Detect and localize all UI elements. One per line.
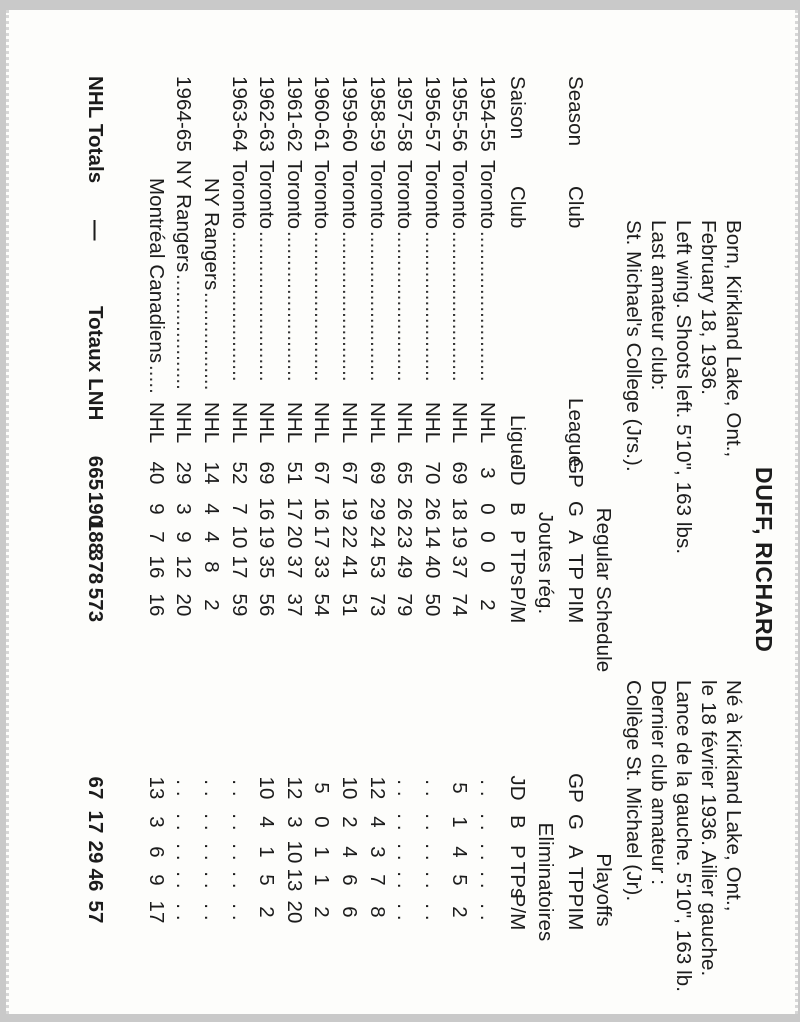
total-po-value: 29 — [84, 840, 107, 864]
dot-leader: .................... — [172, 274, 196, 390]
row-po-value: 2 — [338, 816, 361, 828]
row-rs-value: 12 — [172, 555, 196, 579]
totals-label: NHL Totals — [84, 76, 107, 184]
row-po-value: . . — [227, 779, 251, 797]
total-po-value: 46 — [84, 868, 107, 892]
row-po-value: 5 — [255, 874, 279, 886]
bio-fr-line-3: Lance de la gauche. 5'10", 163 lb. — [672, 680, 695, 993]
dot-leader: ................. — [200, 292, 223, 391]
row-rs-value: 0 — [476, 561, 499, 573]
row-season: 1958-59 — [365, 76, 389, 152]
total-po-value: 17 — [84, 810, 107, 834]
row-po-value: . . — [393, 903, 417, 921]
row-rs-value: 41 — [338, 555, 361, 579]
row-po-value: 17 — [144, 900, 168, 924]
row-po-value: . . — [172, 903, 196, 921]
row-po-value: 12 — [282, 776, 306, 800]
row-po-value: 10 — [282, 840, 306, 864]
row-rs-value: 17 — [282, 497, 306, 521]
po-header-fr-1: B — [506, 815, 529, 829]
row-rs-value: 10 — [227, 525, 251, 549]
row-po-value: . . — [476, 779, 499, 797]
bio-en-line-1: Born, Kirkland Lake, Ont., — [722, 220, 745, 458]
row-po-value: . . — [393, 871, 417, 889]
row-po-value: . . — [393, 843, 417, 861]
row-rs-value: 40 — [420, 555, 444, 579]
row-rs-value: 16 — [255, 497, 279, 521]
row-league: NHL — [420, 402, 444, 444]
row-po-value: . . — [227, 813, 251, 831]
regular-schedule-header: Regular Schedule — [592, 507, 615, 673]
club-header: Club — [564, 186, 587, 229]
row-club: Toronto — [365, 160, 389, 230]
bio-en-line-5: St. Michael's College (Jrs.). — [622, 220, 645, 472]
row-po-value: 2 — [448, 906, 472, 918]
row-po-value: 10 — [338, 776, 361, 800]
card-content — [9, 10, 795, 1014]
row-rs-value: 8 — [200, 561, 223, 573]
row-po-value: 4 — [365, 816, 389, 828]
row-rs-value: 16 — [144, 593, 168, 617]
ligue-header: Ligue — [506, 415, 529, 466]
totals-label-fr: Totaux LNH — [84, 306, 107, 421]
row-rs-value: 79 — [393, 593, 417, 617]
row-league: NHL — [282, 402, 306, 444]
row-club: Toronto — [420, 160, 444, 230]
row-league: NHL — [393, 402, 417, 444]
row-po-value: 9 — [144, 874, 168, 886]
row-season: 1954-55 — [476, 76, 499, 152]
row-po-value: 6 — [338, 906, 361, 918]
row-rs-value: 54 — [310, 593, 334, 617]
player-name: DUFF, RICHARD — [751, 467, 777, 653]
row-league: NHL — [227, 402, 251, 444]
row-club: Toronto — [338, 160, 361, 230]
row-league: NHL — [144, 402, 168, 444]
po-header-fr-2: P — [506, 845, 529, 859]
row-club: Toronto — [476, 160, 499, 230]
row-po-value: 4 — [255, 816, 279, 828]
row-rs-value: 50 — [420, 593, 444, 617]
row-rs-value: 19 — [338, 497, 361, 521]
rs-header-tp: TP — [564, 553, 587, 581]
regular-schedule-fr: Joutes rég. — [534, 511, 557, 615]
row-po-value: 7 — [365, 874, 389, 886]
row-rs-value: 59 — [227, 593, 251, 617]
row-club: Toronto — [255, 160, 279, 230]
row-rs-value: 16 — [310, 497, 334, 521]
row-rs-value: 3 — [172, 503, 196, 515]
row-po-value: . . — [420, 871, 444, 889]
row-rs-value: 49 — [393, 555, 417, 579]
row-po-value: 2 — [310, 906, 334, 918]
row-rs-value: 67 — [310, 461, 334, 485]
row-po-value: . . — [476, 843, 499, 861]
row-po-value: 3 — [282, 816, 306, 828]
row-po-value: 3 — [365, 846, 389, 858]
row-league: NHL — [310, 402, 334, 444]
row-rs-value: 33 — [310, 555, 334, 579]
po-header-g: G — [564, 813, 587, 831]
row-po-value: . . — [172, 813, 196, 831]
po-header-fr-4: P/M — [506, 893, 529, 931]
row-po-value: . . — [200, 813, 223, 831]
row-rs-value: 70 — [420, 461, 444, 485]
total-po-value: 57 — [84, 900, 107, 924]
row-season: 1962-63 — [255, 76, 279, 152]
row-league: NHL — [338, 402, 361, 444]
season-header: Season — [564, 76, 587, 147]
row-league: NHL — [172, 402, 196, 444]
row-rs-value: 20 — [282, 525, 306, 549]
row-club: Toronto — [227, 160, 251, 230]
row-rs-value: 74 — [448, 593, 472, 617]
row-po-value: . . — [227, 843, 251, 861]
row-po-value: . . — [227, 903, 251, 921]
row-po-value: 5 — [448, 782, 472, 794]
totals-dash: — — [84, 220, 107, 241]
row-po-value: 2 — [255, 906, 279, 918]
row-rs-value: 23 — [393, 525, 417, 549]
row-rs-value: 26 — [420, 497, 444, 521]
row-rs-value: 4 — [200, 503, 223, 515]
total-rs-value: 378 — [84, 549, 107, 585]
row-po-value: . . — [172, 843, 196, 861]
row-rs-value: 9 — [172, 531, 196, 543]
league-header: League — [564, 398, 587, 468]
row-league: NHL — [255, 402, 279, 444]
row-rs-value: 19 — [255, 525, 279, 549]
hockey-card-back — [6, 10, 798, 1014]
row-po-value: 13 — [144, 776, 168, 800]
row-rs-value: 20 — [172, 593, 196, 617]
row-po-value: 20 — [282, 900, 306, 924]
row-rs-value: 69 — [365, 461, 389, 485]
row-rs-value: 37 — [282, 593, 306, 617]
row-po-value: . . — [393, 779, 417, 797]
row-po-value: . . — [200, 903, 223, 921]
row-club: Toronto — [393, 160, 417, 230]
bio-fr-line-2: le 18 février 1936. Ailier gauche. — [697, 680, 720, 977]
row-rs-value: 18 — [448, 497, 472, 521]
row-po-value: 1 — [255, 846, 279, 858]
po-header-pim: PIM — [564, 893, 587, 931]
row-rs-value: 69 — [448, 461, 472, 485]
row-rs-value: 35 — [255, 555, 279, 579]
row-po-value: 1 — [448, 816, 472, 828]
row-po-value: . . — [227, 871, 251, 889]
row-rs-value: 73 — [365, 593, 389, 617]
row-rs-value: 17 — [310, 525, 334, 549]
row-club: Toronto — [448, 160, 472, 230]
dot-leader: .......................... — [282, 231, 306, 382]
row-league: NHL — [200, 402, 223, 444]
total-rs-value: 190 — [84, 491, 107, 527]
row-season: 1956-57 — [420, 76, 444, 152]
row-po-value: 6 — [144, 846, 168, 858]
row-rs-value: 14 — [420, 525, 444, 549]
row-rs-value: 2 — [476, 599, 499, 611]
row-po-value: . . — [420, 779, 444, 797]
row-po-value: . . — [200, 779, 223, 797]
row-rs-value: 24 — [365, 525, 389, 549]
row-po-value: 0 — [310, 816, 334, 828]
row-rs-value: 7 — [144, 531, 168, 543]
row-rs-value: 40 — [144, 461, 168, 485]
row-rs-value: 9 — [144, 503, 168, 515]
row-po-value: 12 — [365, 776, 389, 800]
rs-header-fr-0: JD — [506, 460, 529, 486]
row-po-value: . . — [420, 843, 444, 861]
saison-header: Saison — [506, 76, 529, 140]
dot-leader: .......................... — [227, 231, 251, 382]
po-header-fr-3: TPs — [506, 861, 529, 899]
row-league: NHL — [476, 402, 499, 444]
row-rs-value: 37 — [282, 555, 306, 579]
row-season: 1959-60 — [338, 76, 361, 152]
dot-leader: .......................... — [338, 231, 361, 382]
row-club: NY Rangers — [200, 178, 223, 291]
row-rs-value: 19 — [448, 525, 472, 549]
row-po-value: . . — [420, 813, 444, 831]
po-header-tp: TP — [564, 866, 587, 894]
row-rs-value: 16 — [144, 555, 168, 579]
rs-header-gp: GP — [564, 458, 587, 488]
row-rs-value: 22 — [338, 525, 361, 549]
dot-leader: ..... — [144, 365, 168, 394]
row-po-value: . . — [200, 843, 223, 861]
row-rs-value: 17 — [227, 555, 251, 579]
row-po-value: . . — [476, 871, 499, 889]
rs-header-g: G — [564, 500, 587, 518]
row-rs-value: 67 — [338, 461, 361, 485]
total-rs-value: 665 — [84, 455, 107, 491]
row-season: 1960-61 — [310, 76, 334, 152]
row-season: 1964-65 — [172, 76, 196, 152]
row-rs-value: 37 — [448, 555, 472, 579]
row-rs-value: 14 — [200, 461, 223, 485]
row-rs-value: 2 — [200, 599, 223, 611]
row-po-value: 10 — [255, 776, 279, 800]
row-season: 1957-58 — [393, 76, 417, 152]
row-po-value: 5 — [448, 874, 472, 886]
row-po-value: 4 — [338, 846, 361, 858]
row-po-value: . . — [420, 903, 444, 921]
total-rs-value: 188 — [84, 519, 107, 555]
row-season: 1955-56 — [448, 76, 472, 152]
row-rs-value: 29 — [365, 497, 389, 521]
row-rs-value: 51 — [282, 461, 306, 485]
row-rs-value: 0 — [476, 531, 499, 543]
row-rs-value: 3 — [476, 467, 499, 479]
row-rs-value: 29 — [172, 461, 196, 485]
rs-header-fr-4: P/M — [506, 586, 529, 624]
club-fr-header: Club — [506, 186, 529, 229]
playoffs-fr: Eliminatoires — [534, 822, 557, 942]
row-po-value: . . — [393, 813, 417, 831]
dot-leader: .......................... — [420, 231, 444, 382]
row-po-value: . . — [172, 779, 196, 797]
bio-en-line-4: Last amateur club: — [647, 220, 670, 391]
row-rs-value: 51 — [338, 593, 361, 617]
dot-leader: .......................... — [476, 231, 499, 382]
row-season: 1963-64 — [227, 76, 251, 152]
row-po-value: 1 — [310, 874, 334, 886]
row-po-value: 6 — [338, 874, 361, 886]
total-po-value: 67 — [84, 776, 107, 800]
dot-leader: .......................... — [255, 231, 279, 382]
row-league: NHL — [448, 402, 472, 444]
row-rs-value: 69 — [255, 461, 279, 485]
total-rs-value: 573 — [84, 587, 107, 623]
row-club: Toronto — [310, 160, 334, 230]
row-po-value: . . — [172, 871, 196, 889]
row-league: NHL — [365, 402, 389, 444]
po-header-fr-0: JD — [506, 775, 529, 801]
dot-leader: .......................... — [365, 231, 389, 382]
row-po-value: . . — [476, 903, 499, 921]
row-po-value: 8 — [365, 906, 389, 918]
bio-fr-line-5: Collège St. Michael (Jr). — [622, 680, 645, 902]
dot-leader: .......................... — [310, 231, 334, 382]
row-club: NY Rangers — [172, 160, 196, 273]
row-po-value: 1 — [310, 846, 334, 858]
bio-en-line-3: Left wing. Shoots left. 5'10", 163 lbs. — [672, 220, 695, 555]
row-club: Montréal Canadiens — [144, 178, 168, 364]
row-rs-value: 56 — [255, 593, 279, 617]
po-header-a: A — [564, 845, 587, 859]
rs-header-a: A — [564, 530, 587, 544]
row-rs-value: 26 — [393, 497, 417, 521]
dot-leader: .......................... — [448, 231, 472, 382]
dot-leader: .......................... — [393, 231, 417, 382]
bio-fr-line-4: Dernier club amateur : — [647, 680, 670, 886]
rs-header-fr-1: B — [506, 502, 529, 516]
row-po-value: 13 — [282, 868, 306, 892]
playoffs-header: Playoffs — [592, 853, 615, 927]
rs-header-fr-3: TPs — [506, 548, 529, 586]
row-rs-value: 7 — [227, 503, 251, 515]
row-rs-value: 52 — [227, 461, 251, 485]
row-rs-value: 4 — [200, 531, 223, 543]
row-rs-value: 53 — [365, 555, 389, 579]
rs-header-fr-2: P — [506, 530, 529, 544]
row-po-value: . . — [200, 871, 223, 889]
row-season: 1961-62 — [282, 76, 306, 152]
row-po-value: 3 — [144, 816, 168, 828]
row-po-value: . . — [476, 813, 499, 831]
row-po-value: 5 — [310, 782, 334, 794]
bio-en-line-2: February 18, 1936. — [697, 220, 720, 396]
row-rs-value: 0 — [476, 503, 499, 515]
row-rs-value: 65 — [393, 461, 417, 485]
po-header-gp: GP — [564, 773, 587, 803]
bio-fr-line-1: Né à Kirkland Lake, Ont., — [722, 680, 745, 912]
rs-header-pim: PIM — [564, 586, 587, 624]
row-po-value: 4 — [448, 846, 472, 858]
row-club: Toronto — [282, 160, 306, 230]
